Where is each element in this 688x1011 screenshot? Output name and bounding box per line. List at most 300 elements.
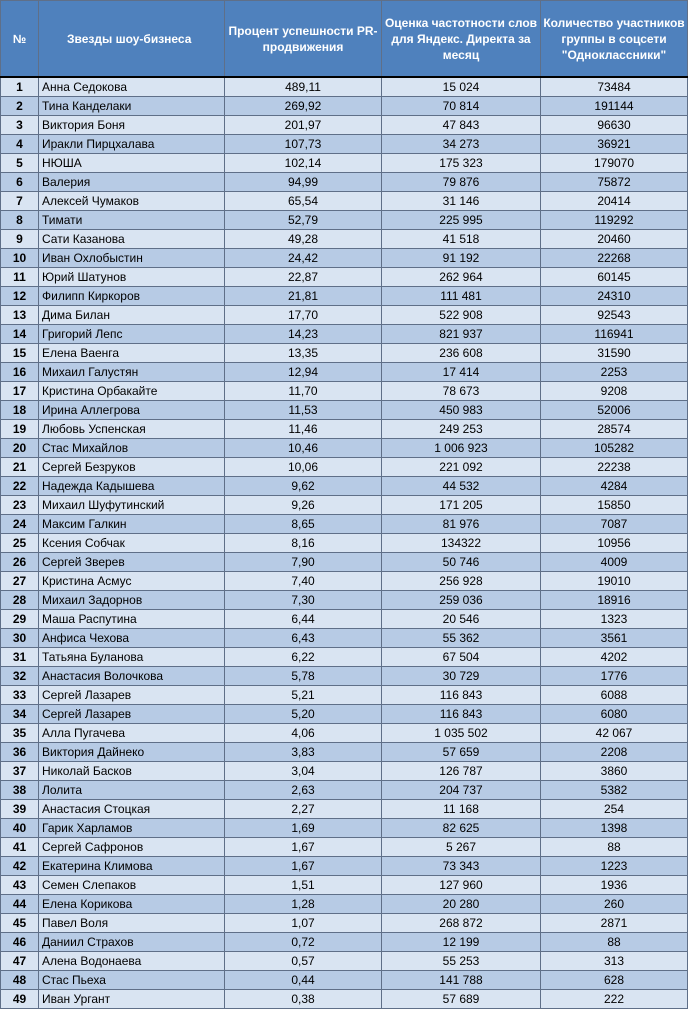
odnoklassniki-members-value: 313 (541, 952, 688, 971)
odnoklassniki-members-value: 5382 (541, 781, 688, 800)
table-row (1, 667, 688, 686)
yandex-frequency-value: 70 814 (382, 97, 541, 116)
pr-success-value: 52,79 (225, 211, 382, 230)
odnoklassniki-members-value: 31590 (541, 344, 688, 363)
yandex-frequency-value: 204 737 (382, 781, 541, 800)
star-name: Юрий Шатунов (39, 268, 225, 287)
pr-success-value: 7,90 (225, 553, 382, 572)
pr-success-value: 1,69 (225, 819, 382, 838)
pr-success-value: 7,40 (225, 572, 382, 591)
table-row (1, 439, 688, 458)
yandex-frequency-value: 450 983 (382, 401, 541, 420)
odnoklassniki-members-value: 6080 (541, 705, 688, 724)
yandex-frequency-value: 79 876 (382, 173, 541, 192)
odnoklassniki-members-value: 119292 (541, 211, 688, 230)
star-name: НЮША (39, 154, 225, 173)
table-row (1, 515, 688, 534)
pr-success-value: 11,53 (225, 401, 382, 420)
row-number: 7 (1, 192, 39, 211)
odnoklassniki-members-value: 179070 (541, 154, 688, 173)
row-number: 21 (1, 458, 39, 477)
table-row (1, 724, 688, 743)
yandex-frequency-value: 116 843 (382, 686, 541, 705)
odnoklassniki-members-value: 1398 (541, 819, 688, 838)
star-name: Сергей Лазарев (39, 686, 225, 705)
yandex-frequency-value: 236 608 (382, 344, 541, 363)
star-name: Елена Ваенга (39, 344, 225, 363)
star-name: Филипп Киркоров (39, 287, 225, 306)
star-name: Сергей Зверев (39, 553, 225, 572)
pr-success-value: 0,57 (225, 952, 382, 971)
odnoklassniki-members-value: 3561 (541, 629, 688, 648)
row-number: 45 (1, 914, 39, 933)
table-row (1, 743, 688, 762)
yandex-frequency-value: 175 323 (382, 154, 541, 173)
header-star-name: Звезды шоу-бизнеса (39, 1, 225, 78)
odnoklassniki-members-value: 15850 (541, 496, 688, 515)
row-number: 34 (1, 705, 39, 724)
table-row (1, 477, 688, 496)
pr-success-value: 3,04 (225, 762, 382, 781)
yandex-frequency-value: 67 504 (382, 648, 541, 667)
pr-success-value: 10,46 (225, 439, 382, 458)
yandex-frequency-value: 225 995 (382, 211, 541, 230)
star-name: Алексей Чумаков (39, 192, 225, 211)
row-number: 43 (1, 876, 39, 895)
pr-success-value: 13,35 (225, 344, 382, 363)
table-row (1, 325, 688, 344)
table-row (1, 591, 688, 610)
table-row (1, 553, 688, 572)
header-odnoklassniki-members: Количество участников группы в соцсети "Одноклассники" (541, 1, 688, 78)
header-yandex-frequency: Оценка частотности слов для Яндекс. Директа за месяц (382, 1, 541, 78)
star-name: Иракли Пирцхалава (39, 135, 225, 154)
table-row (1, 610, 688, 629)
star-name: Семен Слепаков (39, 876, 225, 895)
odnoklassniki-members-value: 24310 (541, 287, 688, 306)
star-name: Елена Корикова (39, 895, 225, 914)
row-number: 22 (1, 477, 39, 496)
table-row (1, 173, 688, 192)
table-row (1, 952, 688, 971)
yandex-frequency-value: 50 746 (382, 553, 541, 572)
row-number: 49 (1, 990, 39, 1009)
yandex-frequency-value: 15 024 (382, 77, 541, 97)
star-name: Виктория Дайнеко (39, 743, 225, 762)
table-row (1, 800, 688, 819)
row-number: 23 (1, 496, 39, 515)
table-row (1, 876, 688, 895)
yandex-frequency-value: 111 481 (382, 287, 541, 306)
pr-success-value: 8,16 (225, 534, 382, 553)
row-number: 30 (1, 629, 39, 648)
pr-success-value: 107,73 (225, 135, 382, 154)
row-number: 10 (1, 249, 39, 268)
row-number: 38 (1, 781, 39, 800)
row-number: 32 (1, 667, 39, 686)
row-number: 29 (1, 610, 39, 629)
yandex-frequency-value: 81 976 (382, 515, 541, 534)
yandex-frequency-value: 141 788 (382, 971, 541, 990)
table-row (1, 268, 688, 287)
star-name: Михаил Шуфутинский (39, 496, 225, 515)
row-number: 5 (1, 154, 39, 173)
yandex-frequency-value: 5 267 (382, 838, 541, 857)
yandex-frequency-value: 11 168 (382, 800, 541, 819)
yandex-frequency-value: 30 729 (382, 667, 541, 686)
yandex-frequency-value: 1 035 502 (382, 724, 541, 743)
odnoklassniki-members-value: 22238 (541, 458, 688, 477)
odnoklassniki-members-value: 20460 (541, 230, 688, 249)
star-name: Валерия (39, 173, 225, 192)
table-row (1, 572, 688, 591)
pr-success-value: 5,20 (225, 705, 382, 724)
table-row (1, 230, 688, 249)
pr-success-value: 11,46 (225, 420, 382, 439)
pr-success-value: 11,70 (225, 382, 382, 401)
pr-success-value: 7,30 (225, 591, 382, 610)
row-number: 20 (1, 439, 39, 458)
odnoklassniki-members-value: 19010 (541, 572, 688, 591)
odnoklassniki-members-value: 628 (541, 971, 688, 990)
yandex-frequency-value: 20 280 (382, 895, 541, 914)
star-name: Ирина Аллегрова (39, 401, 225, 420)
pr-success-value: 9,26 (225, 496, 382, 515)
table-row (1, 116, 688, 135)
star-name: Анастасия Стоцкая (39, 800, 225, 819)
row-number: 31 (1, 648, 39, 667)
odnoklassniki-members-value: 96630 (541, 116, 688, 135)
row-number: 4 (1, 135, 39, 154)
yandex-frequency-value: 262 964 (382, 268, 541, 287)
odnoklassniki-members-value: 92543 (541, 306, 688, 325)
row-number: 16 (1, 363, 39, 382)
odnoklassniki-members-value: 73484 (541, 77, 688, 97)
row-number: 44 (1, 895, 39, 914)
yandex-frequency-value: 522 908 (382, 306, 541, 325)
yandex-frequency-value: 116 843 (382, 705, 541, 724)
odnoklassniki-members-value: 36921 (541, 135, 688, 154)
star-name: Тина Канделаки (39, 97, 225, 116)
pr-success-value: 5,78 (225, 667, 382, 686)
yandex-frequency-value: 82 625 (382, 819, 541, 838)
star-name: Иван Охлобыстин (39, 249, 225, 268)
odnoklassniki-members-value: 20414 (541, 192, 688, 211)
yandex-frequency-value: 249 253 (382, 420, 541, 439)
odnoklassniki-members-value: 2253 (541, 363, 688, 382)
star-name: Дима Билан (39, 306, 225, 325)
yandex-frequency-value: 256 928 (382, 572, 541, 591)
row-number: 40 (1, 819, 39, 838)
odnoklassniki-members-value: 7087 (541, 515, 688, 534)
odnoklassniki-members-value: 52006 (541, 401, 688, 420)
row-number: 13 (1, 306, 39, 325)
table-row (1, 211, 688, 230)
table-row (1, 344, 688, 363)
row-number: 24 (1, 515, 39, 534)
table-row (1, 762, 688, 781)
row-number: 8 (1, 211, 39, 230)
yandex-frequency-value: 20 546 (382, 610, 541, 629)
odnoklassniki-members-value: 4202 (541, 648, 688, 667)
table-row (1, 895, 688, 914)
star-name: Даниил Страхов (39, 933, 225, 952)
yandex-frequency-value: 47 843 (382, 116, 541, 135)
star-name: Максим Галкин (39, 515, 225, 534)
table-row (1, 496, 688, 515)
table-row (1, 990, 688, 1009)
table-row (1, 857, 688, 876)
pr-success-value: 0,38 (225, 990, 382, 1009)
odnoklassniki-members-value: 2871 (541, 914, 688, 933)
row-number: 9 (1, 230, 39, 249)
pr-success-value: 3,83 (225, 743, 382, 762)
pr-success-value: 17,70 (225, 306, 382, 325)
odnoklassniki-members-value: 3860 (541, 762, 688, 781)
star-name: Лолита (39, 781, 225, 800)
table-row (1, 287, 688, 306)
yandex-frequency-value: 34 273 (382, 135, 541, 154)
star-name: Сергей Сафронов (39, 838, 225, 857)
star-name: Сергей Безруков (39, 458, 225, 477)
star-name: Любовь Успенская (39, 420, 225, 439)
row-number: 35 (1, 724, 39, 743)
pr-success-value: 102,14 (225, 154, 382, 173)
yandex-frequency-value: 55 253 (382, 952, 541, 971)
table-row (1, 135, 688, 154)
row-number: 42 (1, 857, 39, 876)
odnoklassniki-members-value: 1323 (541, 610, 688, 629)
star-name: Михаил Галустян (39, 363, 225, 382)
row-number: 14 (1, 325, 39, 344)
pr-success-value: 6,44 (225, 610, 382, 629)
header-pr-success: Процент успешности PR-продвижения (225, 1, 382, 78)
table-row (1, 629, 688, 648)
row-number: 6 (1, 173, 39, 192)
table-row (1, 192, 688, 211)
table-row (1, 933, 688, 952)
table-row (1, 154, 688, 173)
star-name: Григорий Лепс (39, 325, 225, 344)
star-name: Михаил Задорнов (39, 591, 225, 610)
star-name: Екатерина Климова (39, 857, 225, 876)
odnoklassniki-members-value: 28574 (541, 420, 688, 439)
pr-success-value: 24,42 (225, 249, 382, 268)
odnoklassniki-members-value: 1936 (541, 876, 688, 895)
star-name: Виктория Боня (39, 116, 225, 135)
row-number: 11 (1, 268, 39, 287)
row-number: 18 (1, 401, 39, 420)
table-row (1, 363, 688, 382)
pr-success-value: 1,67 (225, 857, 382, 876)
pr-success-value: 21,81 (225, 287, 382, 306)
pr-success-value: 1,07 (225, 914, 382, 933)
odnoklassniki-members-value: 105282 (541, 439, 688, 458)
row-number: 26 (1, 553, 39, 572)
yandex-frequency-value: 55 362 (382, 629, 541, 648)
pr-success-value: 12,94 (225, 363, 382, 382)
odnoklassniki-members-value: 116941 (541, 325, 688, 344)
star-name: Сергей Лазарев (39, 705, 225, 724)
star-name: Николай Басков (39, 762, 225, 781)
row-number: 39 (1, 800, 39, 819)
odnoklassniki-members-value: 75872 (541, 173, 688, 192)
odnoklassniki-members-value: 18916 (541, 591, 688, 610)
table-row (1, 781, 688, 800)
star-name: Анфиса Чехова (39, 629, 225, 648)
odnoklassniki-members-value: 10956 (541, 534, 688, 553)
pr-success-value: 1,67 (225, 838, 382, 857)
star-name: Тимати (39, 211, 225, 230)
pr-success-value: 2,63 (225, 781, 382, 800)
odnoklassniki-members-value: 254 (541, 800, 688, 819)
star-name: Анастасия Волочкова (39, 667, 225, 686)
star-name: Сати Казанова (39, 230, 225, 249)
table-row (1, 914, 688, 933)
row-number: 2 (1, 97, 39, 116)
row-number: 25 (1, 534, 39, 553)
odnoklassniki-members-value: 22268 (541, 249, 688, 268)
star-name: Павел Воля (39, 914, 225, 933)
odnoklassniki-members-value: 42 067 (541, 724, 688, 743)
pr-success-value: 5,21 (225, 686, 382, 705)
odnoklassniki-members-value: 2208 (541, 743, 688, 762)
pr-success-value: 0,72 (225, 933, 382, 952)
table-row (1, 382, 688, 401)
table-row (1, 249, 688, 268)
odnoklassniki-members-value: 1776 (541, 667, 688, 686)
yandex-frequency-value: 73 343 (382, 857, 541, 876)
pr-success-value: 9,62 (225, 477, 382, 496)
odnoklassniki-members-value: 88 (541, 933, 688, 952)
row-number: 41 (1, 838, 39, 857)
yandex-frequency-value: 1 006 923 (382, 439, 541, 458)
yandex-frequency-value: 44 532 (382, 477, 541, 496)
row-number: 27 (1, 572, 39, 591)
table-body (1, 77, 688, 1009)
star-name: Маша Распутина (39, 610, 225, 629)
pr-success-value: 269,92 (225, 97, 382, 116)
row-number: 3 (1, 116, 39, 135)
star-name: Стас Михайлов (39, 439, 225, 458)
table-row (1, 534, 688, 553)
odnoklassniki-members-value: 4284 (541, 477, 688, 496)
pr-success-value: 22,87 (225, 268, 382, 287)
star-name: Алена Водонаева (39, 952, 225, 971)
row-number: 28 (1, 591, 39, 610)
star-name: Кристина Асмус (39, 572, 225, 591)
row-number: 37 (1, 762, 39, 781)
row-number: 46 (1, 933, 39, 952)
table-row (1, 306, 688, 325)
row-number: 48 (1, 971, 39, 990)
star-name: Стас Пьеха (39, 971, 225, 990)
row-number: 33 (1, 686, 39, 705)
pr-success-value: 8,65 (225, 515, 382, 534)
yandex-frequency-value: 259 036 (382, 591, 541, 610)
star-name: Татьяна Буланова (39, 648, 225, 667)
row-number: 36 (1, 743, 39, 762)
row-number: 15 (1, 344, 39, 363)
table-row (1, 838, 688, 857)
table-row (1, 420, 688, 439)
header-row (1, 1, 688, 78)
pr-success-value: 65,54 (225, 192, 382, 211)
table-row (1, 648, 688, 667)
header-number: № (1, 1, 39, 78)
odnoklassniki-members-value: 60145 (541, 268, 688, 287)
pr-success-value: 14,23 (225, 325, 382, 344)
pr-success-value: 489,11 (225, 77, 382, 97)
pr-success-value: 0,44 (225, 971, 382, 990)
table-row (1, 77, 688, 97)
odnoklassniki-members-value: 6088 (541, 686, 688, 705)
yandex-frequency-value: 127 960 (382, 876, 541, 895)
odnoklassniki-members-value: 260 (541, 895, 688, 914)
star-name: Кристина Орбакайте (39, 382, 225, 401)
pr-success-value: 1,51 (225, 876, 382, 895)
row-number: 19 (1, 420, 39, 439)
row-number: 12 (1, 287, 39, 306)
table-row (1, 686, 688, 705)
table-row (1, 971, 688, 990)
table-row (1, 401, 688, 420)
table-row (1, 819, 688, 838)
yandex-frequency-value: 171 205 (382, 496, 541, 515)
star-name: Алла Пугачева (39, 724, 225, 743)
row-number: 47 (1, 952, 39, 971)
star-name: Анна Седокова (39, 77, 225, 97)
yandex-frequency-value: 91 192 (382, 249, 541, 268)
star-name: Ксения Собчак (39, 534, 225, 553)
yandex-frequency-value: 57 689 (382, 990, 541, 1009)
table-row (1, 97, 688, 116)
yandex-frequency-value: 31 146 (382, 192, 541, 211)
odnoklassniki-members-value: 88 (541, 838, 688, 857)
odnoklassniki-members-value: 191144 (541, 97, 688, 116)
yandex-frequency-value: 12 199 (382, 933, 541, 952)
yandex-frequency-value: 17 414 (382, 363, 541, 382)
star-name: Гарик Харламов (39, 819, 225, 838)
pr-success-value: 1,28 (225, 895, 382, 914)
pr-success-value: 94,99 (225, 173, 382, 192)
pr-success-value: 4,06 (225, 724, 382, 743)
yandex-frequency-value: 126 787 (382, 762, 541, 781)
odnoklassniki-members-value: 1223 (541, 857, 688, 876)
table-row (1, 458, 688, 477)
pr-success-value: 2,27 (225, 800, 382, 819)
pr-success-value: 201,97 (225, 116, 382, 135)
pr-success-value: 49,28 (225, 230, 382, 249)
row-number: 17 (1, 382, 39, 401)
yandex-frequency-value: 821 937 (382, 325, 541, 344)
pr-success-value: 6,43 (225, 629, 382, 648)
star-name: Надежда Кадышева (39, 477, 225, 496)
yandex-frequency-value: 221 092 (382, 458, 541, 477)
odnoklassniki-members-value: 9208 (541, 382, 688, 401)
pr-success-value: 6,22 (225, 648, 382, 667)
star-name: Иван Ургант (39, 990, 225, 1009)
odnoklassniki-members-value: 222 (541, 990, 688, 1009)
odnoklassniki-members-value: 4009 (541, 553, 688, 572)
row-number: 1 (1, 77, 39, 97)
yandex-frequency-value: 78 673 (382, 382, 541, 401)
table-row (1, 705, 688, 724)
yandex-frequency-value: 57 659 (382, 743, 541, 762)
yandex-frequency-value: 134322 (382, 534, 541, 553)
yandex-frequency-value: 41 518 (382, 230, 541, 249)
yandex-frequency-value: 268 872 (382, 914, 541, 933)
